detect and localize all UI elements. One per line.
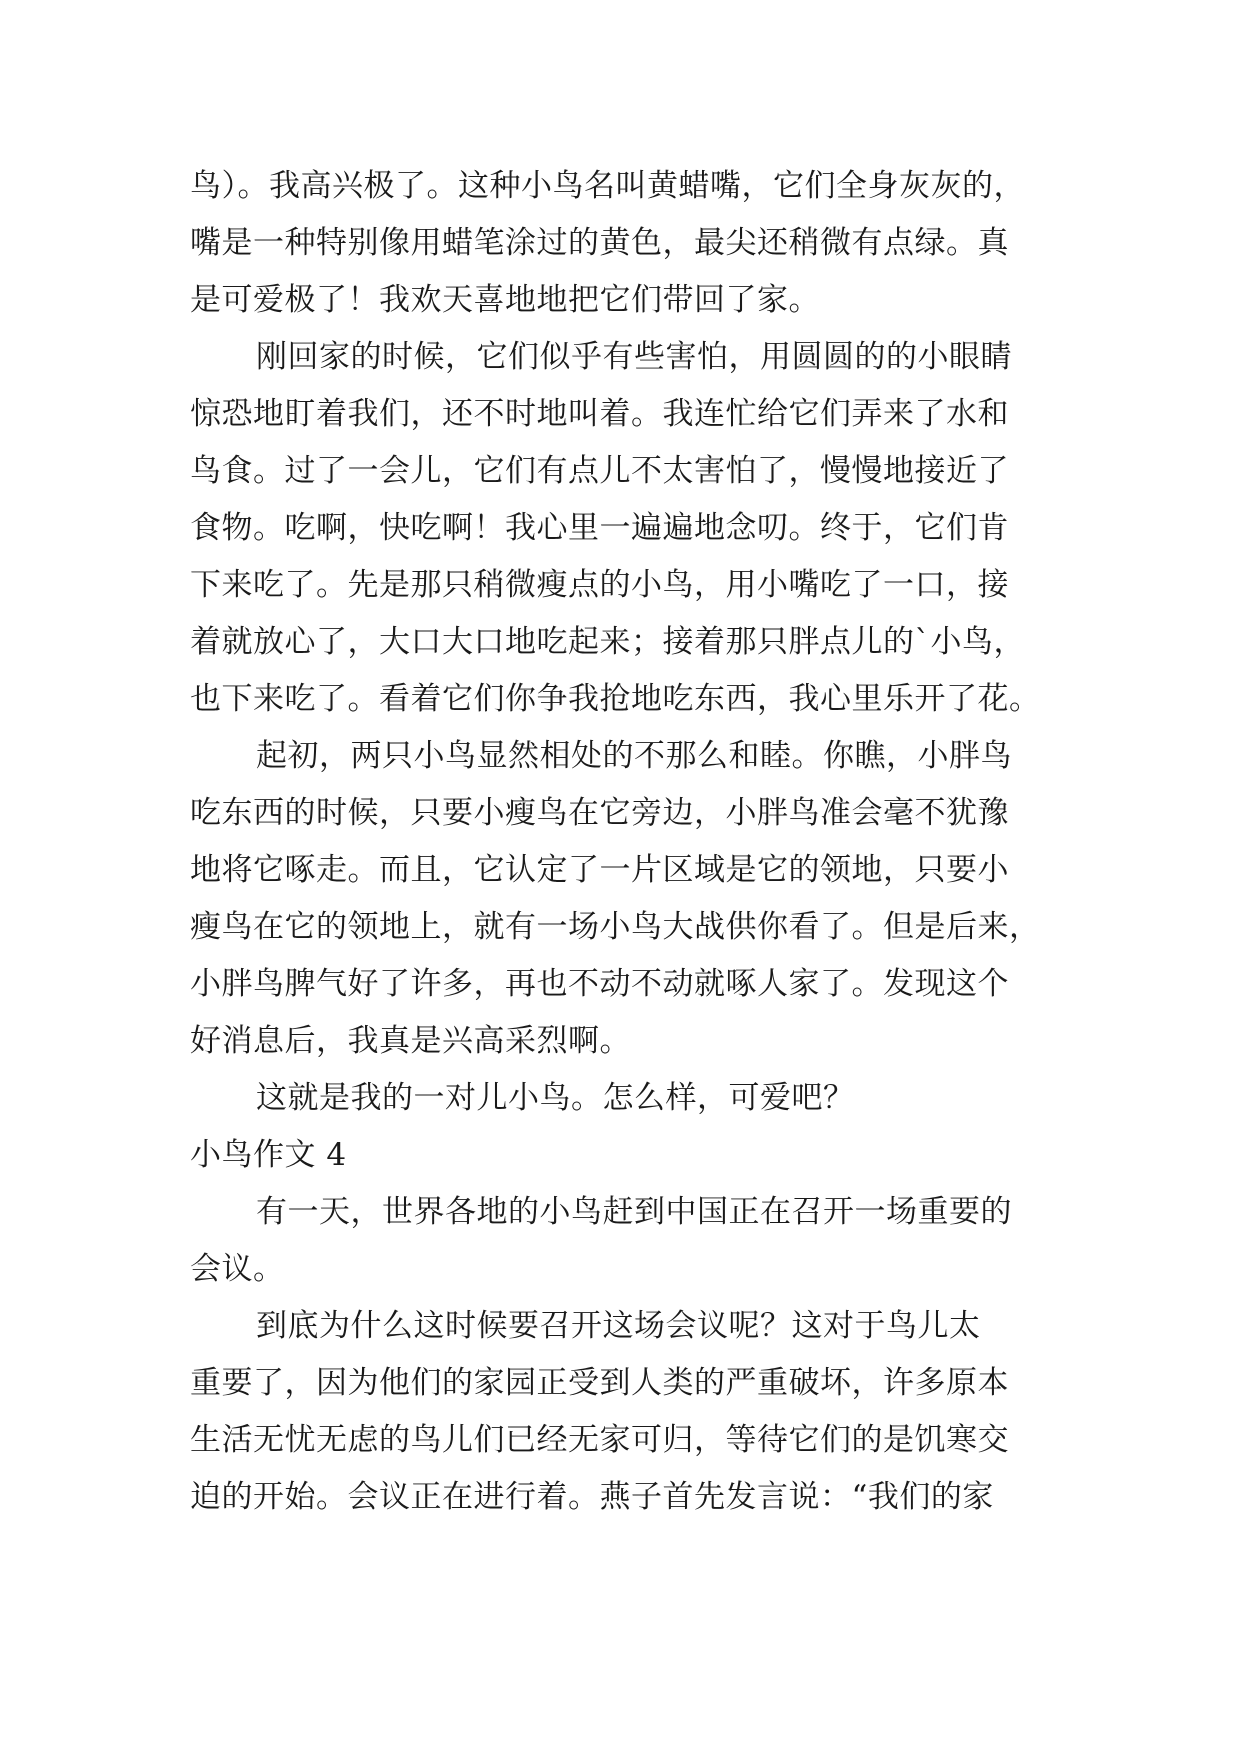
text-line: 下来吃了。先是那只稍微瘦点的小鸟，用小嘴吃了一口，接 [190, 567, 1009, 603]
text-line: 也下来吃了。看着它们你争我抢地吃东西，我心里乐开了花。 [190, 681, 1041, 717]
text-line: 重要了，因为他们的家园正受到人类的严重破坏，许多原本 [190, 1365, 1009, 1401]
text-line: 会议。 [190, 1251, 285, 1287]
text-line: 地将它啄走。而且，它认定了一片区域是它的领地，只要小 [190, 852, 1009, 888]
text-line: 迫的开始。会议正在进行着。燕子首先发言说：“我们的家 [190, 1479, 994, 1515]
text-line: 生活无忧无虑的鸟儿们已经无家可归，等待它们的是饥寒交 [190, 1422, 1009, 1458]
paragraph-start-line: 到底为什么这时候要召开这场会议呢？这对于鸟儿太 [256, 1308, 981, 1344]
text-line: 着就放心了，大口大口地吃起来；接着那只胖点儿的`小鸟， [190, 624, 1025, 660]
text-line: 小胖鸟脾气好了许多，再也不动不动就啄人家了。发现这个 [190, 966, 1009, 1002]
text-line: 瘦鸟在它的领地上，就有一场小鸟大战供你看了。但是后来， [190, 909, 1041, 945]
paragraph-start-line: 这就是我的一对儿小鸟。怎么样，可爱吧？ [256, 1080, 855, 1116]
body-text [190, 158, 1060, 1526]
text-line: 嘴是一种特别像用蜡笔涂过的黄色，最尖还稍微有点绿。真 [190, 225, 1009, 261]
text-line: 是可爱极了！我欢天喜地地把它们带回了家。 [190, 282, 820, 318]
text-line: 食物。吃啊，快吃啊！我心里一遍遍地念叨。终于，它们肯 [190, 510, 1009, 546]
text-line: 鸟）。我高兴极了。这种小鸟名叫黄蜡嘴，它们全身灰灰的， [190, 168, 1025, 204]
paragraph-start-line: 刚回家的时候，它们似乎有些害怕，用圆圆的的小眼睛 [256, 339, 1012, 375]
text-line: 好消息后，我真是兴高采烈啊。 [190, 1023, 631, 1059]
text-line: 鸟食。过了一会儿，它们有点儿不太害怕了，慢慢地接近了 [190, 453, 1009, 489]
paragraph-start-line: 起初，两只小鸟显然相处的不那么和睦。你瞧，小胖鸟 [256, 738, 1012, 774]
section-heading: 小鸟作文 4 [190, 1137, 347, 1173]
text-line: 吃东西的时候，只要小瘦鸟在它旁边，小胖鸟准会毫不犹豫 [190, 795, 1009, 831]
text-line: 惊恐地盯着我们，还不时地叫着。我连忙给它们弄来了水和 [190, 396, 1009, 432]
paragraph-start-line: 有一天，世界各地的小鸟赶到中国正在召开一场重要的 [256, 1194, 1012, 1230]
